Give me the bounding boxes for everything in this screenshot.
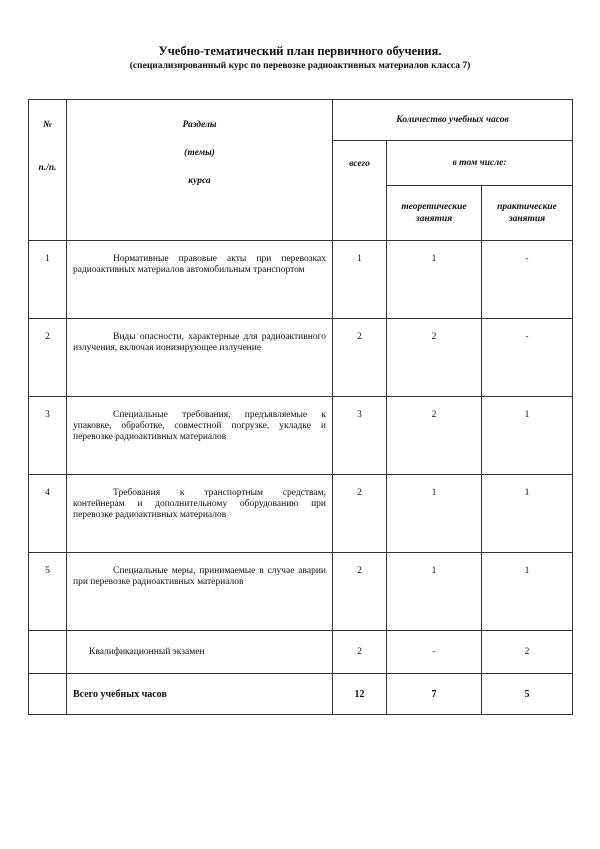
row-practice: -: [482, 319, 573, 397]
curriculum-table: [28, 99, 573, 715]
row-total: 2: [333, 553, 387, 631]
table-row: [29, 319, 573, 397]
table-row: [29, 475, 573, 553]
row-total: 2: [333, 475, 387, 553]
header-sections-line3: курса: [188, 176, 211, 186]
row-topic: Требования к транспортным средствам, контейнерам и дополнительному оборудованию при перевозке радиоактивных материалов: [73, 488, 326, 521]
row-topic: Виды опасности, характерные для радиоактивного излучения, включая ионизирующее излучение: [73, 332, 326, 354]
document-subtitle: (специализированный курс по перевозке радиоактивных материалов класса 7): [129, 61, 471, 71]
header-number-line1: №: [43, 120, 52, 130]
total-theory: 7: [387, 674, 482, 715]
total-row: [29, 674, 573, 715]
total-label: Всего учебных часов: [67, 674, 333, 715]
row-theory: 1: [387, 553, 482, 631]
header-theory: теоретические занятия: [387, 186, 482, 241]
row-practice: -: [482, 241, 573, 319]
row-total: 2: [333, 319, 387, 397]
exam-theory: -: [387, 631, 482, 674]
row-number: 2: [29, 319, 67, 397]
row-theory: 1: [387, 241, 482, 319]
total-number-cell: [29, 674, 67, 715]
row-theory: 2: [387, 397, 482, 475]
row-topic: Специальные требования, предъявляемые к упаковке, обработке, совместной погрузке, укладке и перевозке радиоактивных материалов: [73, 410, 326, 443]
header-sections-line2: (темы): [184, 148, 215, 158]
exam-practice: 2: [482, 631, 573, 674]
exam-total: 2: [333, 631, 387, 674]
total-practice: 5: [482, 674, 573, 715]
header-number-line2: п./п.: [38, 163, 57, 173]
row-practice: 1: [482, 475, 573, 553]
header-number: [29, 100, 67, 241]
header-sections-line1: Разделы: [182, 120, 217, 130]
row-number: 1: [29, 241, 67, 319]
header-sections: [67, 100, 333, 241]
row-theory: 1: [387, 475, 482, 553]
header-hours: Количество учебных часов: [333, 100, 573, 141]
row-number: 4: [29, 475, 67, 553]
exam-number: [29, 631, 67, 674]
header-total: всего: [333, 141, 387, 241]
exam-topic: Квалификационный экзамен: [67, 631, 333, 674]
table-row: [29, 241, 573, 319]
exam-row: [29, 631, 573, 674]
row-topic: Специальные меры, принимаемые в случае аварии при перевозке радиоактивных материалов: [73, 566, 326, 588]
row-practice: 1: [482, 397, 573, 475]
row-topic: Нормативные правовые акты при перевозках радиоактивных материалов автомобильным транспортом: [73, 254, 326, 276]
header-practice: практические занятия: [482, 186, 573, 241]
row-total: 1: [333, 241, 387, 319]
total-hours: 12: [333, 674, 387, 715]
row-total: 3: [333, 397, 387, 475]
row-theory: 2: [387, 319, 482, 397]
table-row: [29, 553, 573, 631]
table-row: [29, 397, 573, 475]
header-including: в том числе:: [387, 141, 573, 186]
row-number: 3: [29, 397, 67, 475]
row-practice: 1: [482, 553, 573, 631]
document-title: Учебно-тематический план первичного обучения.: [158, 44, 442, 58]
row-number: 5: [29, 553, 67, 631]
